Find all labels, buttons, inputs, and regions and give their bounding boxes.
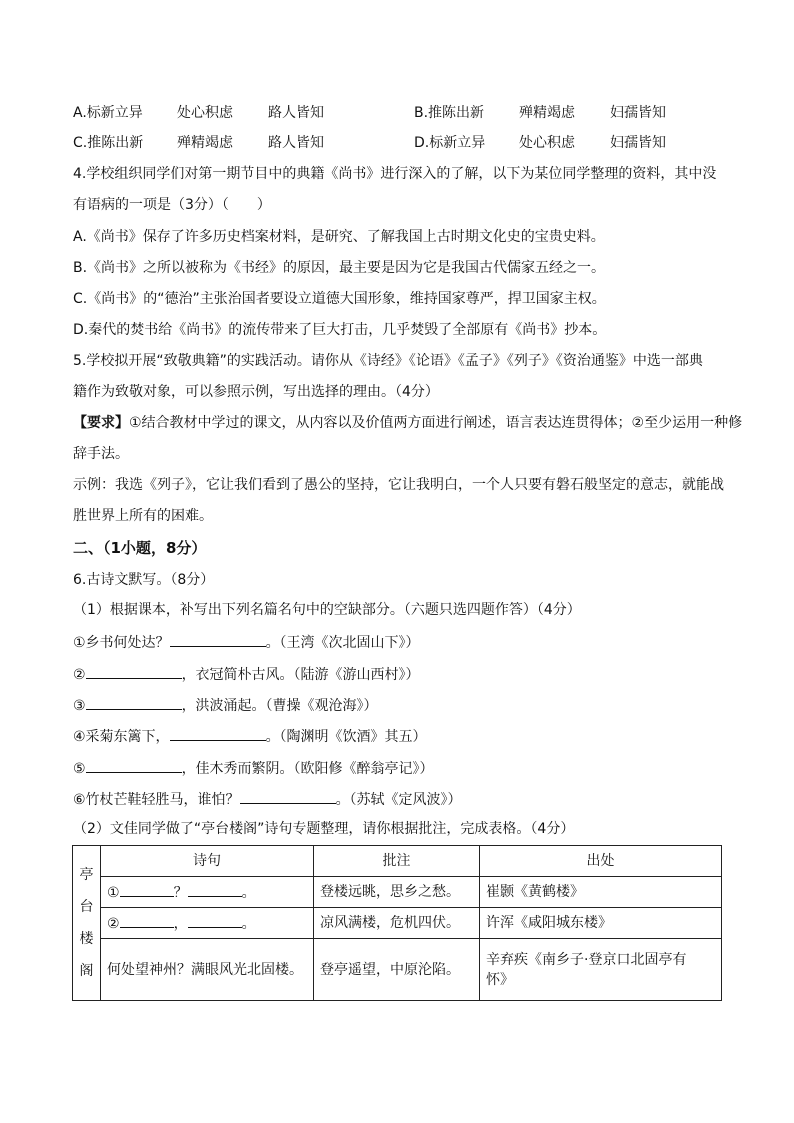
answer-blank[interactable]: [170, 631, 266, 647]
q5-requirement-line2: 辞手法。: [73, 446, 129, 462]
q6-item-1: ①乡书何处达？ 。（王湾《次北固山下》）: [73, 631, 420, 653]
answer-blank[interactable]: [86, 663, 182, 679]
option-a-word2: 处心积虑: [177, 105, 233, 121]
q6-item-2: ② ，衣冠简朴古风。（陆游《游山西村》）: [73, 663, 420, 685]
answer-blank[interactable]: [170, 725, 266, 741]
answer-blank[interactable]: [86, 757, 182, 773]
q5-example-line1: 示例：我选《列子》，它让我们看到了愚公的坚持，它让我明白，一个人只要有磐石般坚定的意志，就能战: [73, 477, 724, 493]
q5-requirement-line1: [73, 413, 742, 433]
answer-blank[interactable]: [240, 788, 336, 804]
option-a-word1: A.标新立异: [73, 105, 143, 121]
poetry-table: [72, 845, 722, 1001]
poem-cell: ① ？ 。: [101, 877, 314, 908]
option-d-word2: 处心积虑: [519, 135, 575, 151]
poem-cell: ② ， 。: [101, 908, 314, 939]
answer-blank[interactable]: [188, 913, 242, 928]
table-side-label: 亭 台 楼 阁: [73, 846, 101, 1001]
section-2-heading: 二、（1小题，8分）: [73, 539, 207, 557]
q4-option-d: D.秦代的焚书给《尚书》的流传带来了巨大打击，几乎焚毁了全部原有《尚书》抄本。: [73, 322, 607, 338]
answer-blank[interactable]: [188, 882, 242, 897]
answer-blank[interactable]: [120, 882, 174, 897]
table-row: [73, 939, 722, 1001]
q6-item-3: ③ ，洪波涌起。（曹操《观沧海》）: [73, 694, 378, 716]
q5-example-line2: 胜世界上所有的困难。: [73, 508, 213, 524]
option-d-word3: 妇孺皆知: [610, 135, 666, 151]
q6-item-5: ⑤ ，佳木秀而繁阴。（欧阳修《醉翁亭记》）: [73, 757, 434, 779]
note-cell: 登楼远眺，思乡之愁。: [314, 877, 480, 908]
q6-part2-instruction: （2）文佳同学做了“亭台楼阁”诗句专题整理，请你根据批注，完成表格。（4分）: [73, 821, 575, 837]
q6-stem: 6.古诗文默写。（8分）: [73, 572, 215, 588]
option-c-word3: 路人皆知: [268, 135, 324, 151]
table-row: [73, 908, 722, 939]
option-b-word3: 妇孺皆知: [610, 105, 666, 121]
q4-option-c: C.《尚书》的“德治”主张治国者要设立道德大国形象，维持国家尊严，捍卫国家主权。: [73, 291, 606, 307]
header-source: 出处: [480, 846, 722, 877]
note-cell: 登亭遥望，中原沦陷。: [314, 939, 480, 1001]
q4-stem-line1: 4.学校组织同学们对第一期节目中的典籍《尚书》进行深入的了解，以下为某位同学整理的资料，其中没: [73, 166, 717, 182]
table-row: [73, 877, 722, 908]
option-c-word2: 殚精竭虑: [177, 135, 233, 151]
requirement-label: 【要求】: [73, 415, 129, 431]
option-c-word1: C.推陈出新: [73, 135, 144, 151]
source-cell: 辛弃疾《南乡子·登京口北固亭有 怀》: [480, 939, 722, 1001]
q6-item-4: ④采菊东篱下， 。（陶渊明《饮酒》其五）: [73, 725, 427, 747]
q6-item-6: ⑥竹杖芒鞋轻胜马，谁怕？ 。（苏轼《定风波》）: [73, 788, 462, 810]
source-cell: 崔颢《黄鹤楼》: [480, 877, 722, 908]
source-cell: 许浑《咸阳城东楼》: [480, 908, 722, 939]
answer-blank[interactable]: [86, 694, 182, 710]
q4-option-a: A.《尚书》保存了许多历史档案材料，是研究、了解我国上古时期文化史的宝贵史料。: [73, 229, 605, 245]
requirement-text: ①结合教材中学过的课文，从内容以及价值两方面进行阐述，语言表达连贯得体；②至少运用一种修: [129, 415, 743, 431]
answer-blank[interactable]: [120, 913, 174, 928]
option-b-word2: 殚精竭虑: [519, 105, 575, 121]
header-note: 批注: [314, 846, 480, 877]
q4-option-b: B.《尚书》之所以被称为《书经》的原因，最主要是因为它是我国古代儒家五经之一。: [73, 260, 606, 276]
option-d-word1: D.标新立异: [414, 135, 486, 151]
poem-cell: 何处望神州？满眼风光北固楼。: [101, 939, 314, 1001]
option-a-word3: 路人皆知: [268, 105, 324, 121]
q5-stem-line2: 籍作为致敬对象，可以参照示例，写出选择的理由。（4分）: [73, 384, 439, 400]
q6-part1-instruction: （1）根据课本，补写出下列名篇名句中的空缺部分。（六题只选四题作答）（4分）: [73, 602, 581, 618]
option-b-word1: B.推陈出新: [414, 105, 485, 121]
q4-stem-line2: 有语病的一项是（3分）（ ）: [73, 197, 271, 213]
note-cell: 凉风满楼，危机四伏。: [314, 908, 480, 939]
header-poem: 诗句: [101, 846, 314, 877]
q5-stem-line1: 5.学校拟开展“致敬典籍”的实践活动。请你从《诗经》《论语》《孟子》《列子》《资治通鉴》中选一部典: [73, 353, 703, 369]
